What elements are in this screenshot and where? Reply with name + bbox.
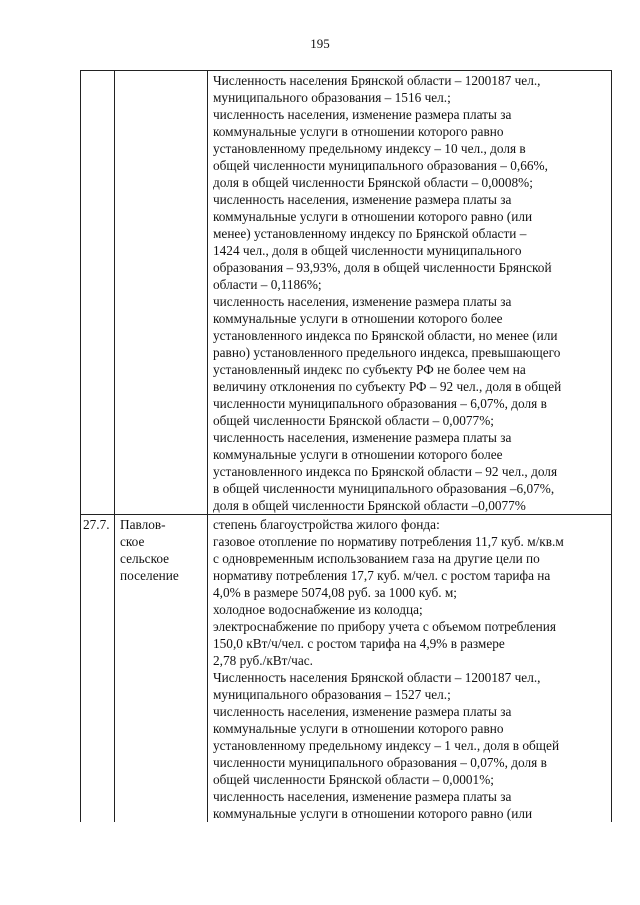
text-line: установленного индекса по Брянской области, но менее (или xyxy=(213,328,558,343)
text-line: установленного индекса по Брянской области – 92 чел., доля xyxy=(213,464,558,479)
text-line: общей численности Брянской области – 0,0001%; xyxy=(213,772,494,787)
text-line: 4,0% в размере 5074,08 руб. за 1000 куб. м; xyxy=(213,585,457,600)
text-line: коммунальные услуги в отношении которого равно xyxy=(213,124,504,139)
text-line: коммунальные услуги в отношении которого более xyxy=(213,311,503,326)
text-line: величину отклонения по субъекту РФ – 92 чел., доля в общей xyxy=(213,379,562,394)
text-line: коммунальные услуги в отношении которого равно (или xyxy=(213,806,533,821)
settlement-name-line: поселение xyxy=(120,568,179,583)
text-line: численности муниципального образования – 0,07%, доля в xyxy=(213,755,547,770)
text-line: менее) установленному индексу по Брянской области – xyxy=(213,226,527,241)
text-line: с одновременным использованием газа на другие цели по xyxy=(213,551,540,566)
text-line: коммунальные услуги в отношении которого равно (или xyxy=(213,209,533,224)
text-line: общей численности Брянской области – 0,0077%; xyxy=(213,413,494,428)
page-number: 195 xyxy=(310,36,330,51)
text-line: нормативу потребления 17,7 куб. м/чел. с ростом тарифа на xyxy=(213,568,551,583)
text-line: численности муниципального образования – 6,07%, доля в xyxy=(213,396,547,411)
text-line: газовое отопление по нормативу потребления 11,7 куб. м/кв.м xyxy=(213,534,564,549)
text-line: Численность населения Брянской области – 1200187 чел., xyxy=(213,73,541,88)
text-line: коммунальные услуги в отношении которого равно xyxy=(213,721,504,736)
text-line: коммунальные услуги в отношении которого более xyxy=(213,447,503,462)
settlement-name-cell xyxy=(115,515,208,822)
row-number-cell: 27.7. xyxy=(81,515,115,822)
text-line: численность населения, изменение размера платы за xyxy=(213,430,512,445)
text-line: общей численности муниципального образования – 0,66%, xyxy=(213,158,548,173)
description-cell xyxy=(208,515,611,822)
text-line: муниципального образования – 1516 чел.; xyxy=(213,90,451,105)
text-line: равно) установленного предельного индекса, превышающего xyxy=(213,345,561,360)
text-line: электроснабжение по прибору учета с объемом потребления xyxy=(213,619,556,634)
text-line: холодное водоснабжение из колодца; xyxy=(213,602,423,617)
text-line: численность населения, изменение размера платы за xyxy=(213,704,512,719)
text-line: доля в общей численности Брянской области –0,0077% xyxy=(213,498,526,513)
table-row xyxy=(81,71,611,515)
description-cell xyxy=(208,71,611,514)
text-line: 1424 чел., доля в общей численности муниципального xyxy=(213,243,522,258)
text-line: численность населения, изменение размера платы за xyxy=(213,789,512,804)
text-line: численность населения, изменение размера платы за xyxy=(213,107,512,122)
text-line: в общей численности муниципального образования –6,07%, xyxy=(213,481,555,496)
text-line: установленный индекс по субъекту РФ не более чем на xyxy=(213,362,526,377)
text-line: установленному предельному индексу – 10 чел., доля в xyxy=(213,141,526,156)
table-row xyxy=(81,515,611,822)
text-line: Численность населения Брянской области – 1200187 чел., xyxy=(213,670,541,685)
text-line: степень благоустройства жилого фонда: xyxy=(213,517,440,532)
text-line: муниципального образования – 1527 чел.; xyxy=(213,687,451,702)
settlement-name-line: ское xyxy=(120,534,145,549)
text-line: доля в общей численности Брянской области – 0,0008%; xyxy=(213,175,533,190)
settlement-name-cell xyxy=(115,71,208,514)
settlement-name-line: Павлов- xyxy=(120,517,166,532)
text-line: численность населения, изменение размера платы за xyxy=(213,294,512,309)
text-line: численность населения, изменение размера платы за xyxy=(213,192,512,207)
text-line: 150,0 кВт/ч/чел. с ростом тарифа на 4,9% в размере xyxy=(213,636,505,651)
data-table xyxy=(80,70,612,822)
row-number-cell xyxy=(81,71,115,514)
text-line: образования – 93,93%, доля в общей численности Брянской xyxy=(213,260,552,275)
text-line: области – 0,1186%; xyxy=(213,277,322,292)
text-line: 2,78 руб./кВт/час. xyxy=(213,653,313,668)
text-line: установленному предельному индексу – 1 чел., доля в общей xyxy=(213,738,560,753)
settlement-name-line: сельское xyxy=(120,551,170,566)
